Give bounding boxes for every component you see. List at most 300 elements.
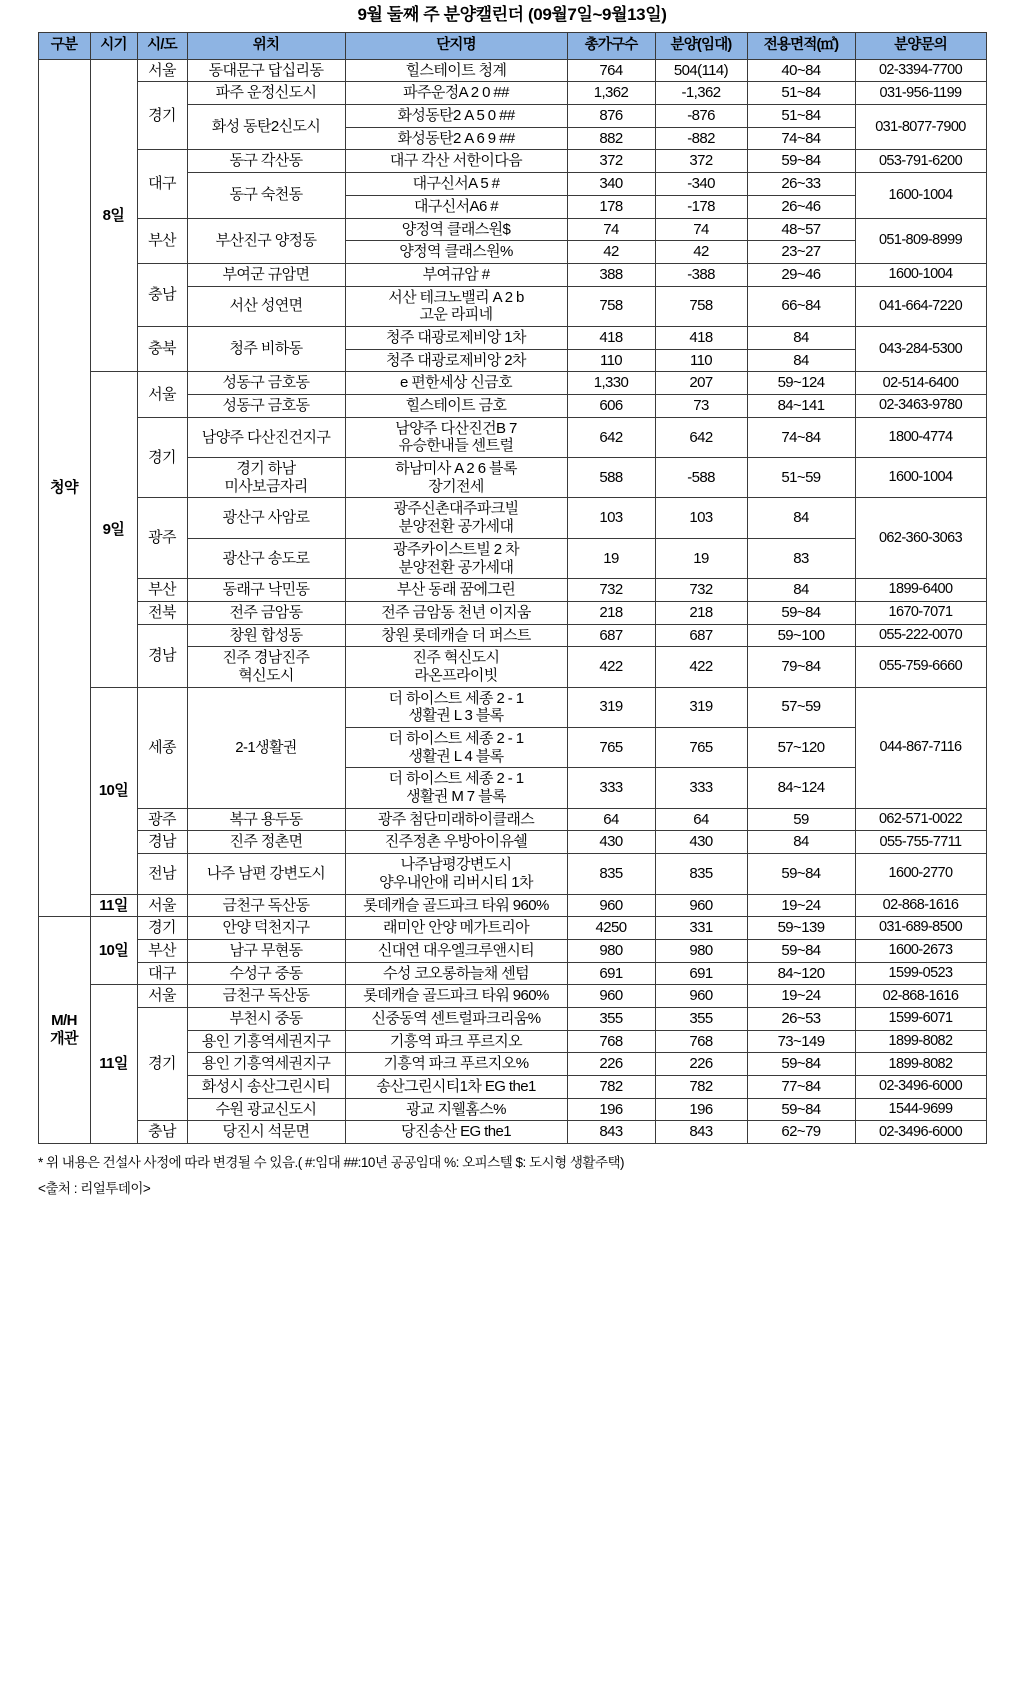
tel-cell: 1600-1004	[855, 173, 986, 218]
wichi-line-2: 미사보금자리	[224, 477, 308, 495]
bunyang-cell: 64	[655, 808, 747, 831]
wichi-cell: 복구 용두동	[187, 808, 345, 831]
total-cell: 355	[567, 1007, 655, 1030]
bunyang-cell: 331	[655, 917, 747, 940]
wichi-cell: 남양주 다산진건지구	[187, 417, 345, 457]
total-cell: 196	[567, 1098, 655, 1121]
area-cell: 66~84	[747, 286, 855, 326]
tel-cell: 1544-9699	[855, 1098, 986, 1121]
wichi-line-1: 진주 경남진주	[222, 649, 310, 667]
col-header-area: 전용면적(㎡)	[747, 32, 855, 59]
tel-cell: 1600-2770	[855, 854, 986, 894]
tel-cell: 031-956-1199	[855, 82, 986, 105]
total-cell: 882	[567, 127, 655, 150]
tel-cell: 1600-1004	[855, 458, 986, 498]
bunyang-cell: 687	[655, 624, 747, 647]
bunyang-cell: 758	[655, 286, 747, 326]
danji-cell: 기흥역 파크 푸르지오%	[345, 1053, 567, 1076]
tel-cell: 1899-8082	[855, 1053, 986, 1076]
footnote-source: <출처 : 리얼투데이>	[38, 1180, 151, 1196]
sido-cell: 서울	[137, 894, 187, 917]
danji-cell	[345, 687, 567, 727]
total-cell: 4250	[567, 917, 655, 940]
bunyang-cell: 843	[655, 1121, 747, 1144]
total-cell: 642	[567, 417, 655, 457]
col-header-total: 총가구수	[567, 32, 655, 59]
table-row	[38, 372, 986, 395]
area-cell: 19~24	[747, 894, 855, 917]
total-cell: 1,330	[567, 372, 655, 395]
area-cell: 84	[747, 579, 855, 602]
bunyang-cell: -882	[655, 127, 747, 150]
wichi-line-2: 혁신도시	[238, 666, 294, 684]
wichi-cell: 안양 덕천지구	[187, 917, 345, 940]
area-cell: 59~84	[747, 601, 855, 624]
sido-cell: 충남	[137, 1121, 187, 1144]
tel-cell: 031-689-8500	[855, 917, 986, 940]
danji-cell: 송산그린시티1차 EG the1	[345, 1076, 567, 1099]
sido-cell: 경기	[137, 417, 187, 498]
area-cell: 59~84	[747, 1098, 855, 1121]
total-cell: 422	[567, 647, 655, 687]
col-header-sigi: 시기	[90, 32, 137, 59]
danji-line-2: 분양전환 공가세대	[398, 558, 514, 576]
area-cell: 59~124	[747, 372, 855, 395]
tel-cell: 051-809-8999	[855, 218, 986, 263]
tel-cell: 1899-8082	[855, 1030, 986, 1053]
wichi-cell: 2-1생활권	[187, 687, 345, 808]
table-row	[38, 1121, 986, 1144]
wichi-cell	[187, 458, 345, 498]
area-cell: 84	[747, 349, 855, 372]
wichi-cell: 용인 기흥역세권지구	[187, 1053, 345, 1076]
wichi-cell: 당진시 석문면	[187, 1121, 345, 1144]
bunyang-cell: 226	[655, 1053, 747, 1076]
bunyang-cell: 430	[655, 831, 747, 854]
danji-cell: 화성동탄2 A 6 9 ##	[345, 127, 567, 150]
area-cell: 23~27	[747, 241, 855, 264]
area-cell: 84~141	[747, 395, 855, 418]
total-cell: 19	[567, 538, 655, 578]
wichi-cell: 동래구 낙민동	[187, 579, 345, 602]
tel-cell: 062-571-0022	[855, 808, 986, 831]
danji-cell: 부여규암 #	[345, 263, 567, 286]
tel-cell: 1599-0523	[855, 962, 986, 985]
table-row	[38, 150, 986, 173]
day-cell-9: 9일	[90, 372, 137, 687]
bunyang-cell: 960	[655, 894, 747, 917]
sido-cell: 경기	[137, 917, 187, 940]
col-header-tel: 분양문의	[855, 32, 986, 59]
table-row	[38, 917, 986, 940]
sido-cell: 부산	[137, 579, 187, 602]
wichi-cell: 동대문구 답십리동	[187, 59, 345, 82]
danji-cell	[345, 498, 567, 538]
table-row	[38, 808, 986, 831]
danji-line-1: 나주남평강변도시	[400, 856, 512, 874]
day-cell-11-mh: 11일	[90, 985, 137, 1144]
tel-cell: 1899-6400	[855, 579, 986, 602]
area-cell: 26~53	[747, 1007, 855, 1030]
table-row	[38, 218, 986, 241]
bunyang-cell: 980	[655, 939, 747, 962]
wichi-cell: 광산구 송도로	[187, 538, 345, 578]
wichi-cell: 남구 무현동	[187, 939, 345, 962]
wichi-cell: 파주 운정신도시	[187, 82, 345, 105]
total-cell: 418	[567, 326, 655, 349]
group-mh-line-2: 개관	[50, 1030, 78, 1048]
danji-cell: 롯데캐슬 골드파크 타워 960%	[345, 894, 567, 917]
danji-cell: 당진송산 EG the1	[345, 1121, 567, 1144]
danji-cell: 창원 롯데캐슬 더 퍼스트	[345, 624, 567, 647]
danji-line-2: 라온프라이빗	[414, 666, 498, 684]
danji-cell: 힐스테이트 금호	[345, 395, 567, 418]
danji-cell: 광주 첨단미래하이클래스	[345, 808, 567, 831]
danji-cell: 진주정촌 우방아이유쉘	[345, 831, 567, 854]
area-cell: 84	[747, 326, 855, 349]
danji-line-1: 진주 혁신도시	[412, 649, 500, 667]
table-header	[38, 32, 986, 59]
danji-cell: 래미안 안양 메가트리아	[345, 917, 567, 940]
table-row	[38, 82, 986, 105]
total-cell: 606	[567, 395, 655, 418]
wichi-cell: 금천구 독산동	[187, 985, 345, 1008]
area-cell: 40~84	[747, 59, 855, 82]
wichi-cell: 창원 합성동	[187, 624, 345, 647]
wichi-cell: 용인 기흥역세권지구	[187, 1030, 345, 1053]
bunyang-cell: 765	[655, 728, 747, 768]
total-cell: 782	[567, 1076, 655, 1099]
tel-cell: 055-222-0070	[855, 624, 986, 647]
table-row	[38, 1007, 986, 1030]
sido-cell: 전남	[137, 854, 187, 894]
total-cell: 768	[567, 1030, 655, 1053]
tel-cell: 055-759-6660	[855, 647, 986, 687]
area-cell: 73~149	[747, 1030, 855, 1053]
danji-line-1: 더 하이스트 세종 2 - 1	[388, 689, 524, 707]
bunyang-calendar-table	[38, 32, 987, 1144]
area-cell: 84	[747, 498, 855, 538]
danji-line-2: 생활권 M 7 블록	[406, 788, 506, 806]
group-mh-line-1: M/H	[51, 1012, 77, 1030]
danji-cell	[345, 458, 567, 498]
col-header-danji: 단지명	[345, 32, 567, 59]
col-header-sido: 시/도	[137, 32, 187, 59]
danji-cell	[345, 286, 567, 326]
bunyang-cell: -178	[655, 195, 747, 218]
area-cell: 84	[747, 831, 855, 854]
total-cell: 218	[567, 601, 655, 624]
footnotes	[38, 1150, 986, 1201]
bunyang-cell: 418	[655, 326, 747, 349]
bunyang-cell: 333	[655, 768, 747, 808]
wichi-cell: 동구 각산동	[187, 150, 345, 173]
area-cell: 48~57	[747, 218, 855, 241]
tel-cell: 02-514-6400	[855, 372, 986, 395]
sido-cell: 전북	[137, 601, 187, 624]
bunyang-cell: -340	[655, 173, 747, 196]
header-row	[38, 32, 986, 59]
table-row	[38, 498, 986, 538]
bunyang-cell: -1,362	[655, 82, 747, 105]
danji-cell	[345, 768, 567, 808]
day-cell-11: 11일	[90, 894, 137, 917]
sido-cell: 경기	[137, 1007, 187, 1120]
area-cell: 26~33	[747, 173, 855, 196]
bunyang-cell: 319	[655, 687, 747, 727]
danji-cell	[345, 417, 567, 457]
area-cell: 84~124	[747, 768, 855, 808]
bunyang-cell: 642	[655, 417, 747, 457]
area-cell: 84~120	[747, 962, 855, 985]
danji-line-2: 장기전세	[428, 477, 484, 495]
danji-cell	[345, 647, 567, 687]
danji-cell: 부산 동래 꿈에그린	[345, 579, 567, 602]
table-row	[38, 417, 986, 457]
total-cell: 388	[567, 263, 655, 286]
wichi-cell: 부산진구 양정동	[187, 218, 345, 263]
sido-cell: 서울	[137, 985, 187, 1008]
total-cell: 765	[567, 728, 655, 768]
total-cell: 835	[567, 854, 655, 894]
total-cell: 843	[567, 1121, 655, 1144]
area-cell: 74~84	[747, 127, 855, 150]
total-cell: 74	[567, 218, 655, 241]
danji-line-2: 분양전환 공가세대	[398, 518, 514, 536]
wichi-cell: 금천구 독산동	[187, 894, 345, 917]
table-row	[38, 962, 986, 985]
danji-cell: e 편한세상 신금호	[345, 372, 567, 395]
table-row	[38, 326, 986, 349]
danji-cell: 신대연 대우엘크루앤시티	[345, 939, 567, 962]
col-header-gubun: 구분	[38, 32, 90, 59]
tel-cell: 031-8077-7900	[855, 105, 986, 150]
danji-cell: 전주 금암동 천년 이지움	[345, 601, 567, 624]
bunyang-cell: -876	[655, 105, 747, 128]
footnote-disclaimer: * 위 내용은 건설사 사정에 따라 변경될 수 있음.( #:임대 ##:10년 공공임대 %: 오피스텔 $: 도시형 생활주택)	[38, 1155, 625, 1171]
bunyang-cell: -588	[655, 458, 747, 498]
danji-line-1: 광주신촌대주파크빌	[393, 500, 519, 518]
day-cell-10-mh: 10일	[90, 917, 137, 985]
tel-cell: 041-664-7220	[855, 286, 986, 326]
sido-cell: 세종	[137, 687, 187, 808]
danji-cell: 양정역 클래스원$	[345, 218, 567, 241]
tel-cell: 1800-4774	[855, 417, 986, 457]
danji-cell	[345, 728, 567, 768]
tel-cell: 053-791-6200	[855, 150, 986, 173]
area-cell: 59~84	[747, 854, 855, 894]
area-cell: 59~84	[747, 1053, 855, 1076]
total-cell: 764	[567, 59, 655, 82]
danji-cell: 대구 각산 서한이다음	[345, 150, 567, 173]
danji-line-1: 하남미사 A 2 6 블록	[395, 460, 517, 478]
sido-cell: 경남	[137, 624, 187, 687]
area-cell: 59~84	[747, 939, 855, 962]
table-row	[38, 985, 986, 1008]
total-cell: 372	[567, 150, 655, 173]
wichi-cell: 광산구 사암로	[187, 498, 345, 538]
wichi-cell: 전주 금암동	[187, 601, 345, 624]
table-row	[38, 894, 986, 917]
area-cell: 77~84	[747, 1076, 855, 1099]
wichi-cell: 성동구 금호동	[187, 372, 345, 395]
tel-cell: 02-3496-6000	[855, 1121, 986, 1144]
danji-cell: 청주 대광로제비앙 1차	[345, 326, 567, 349]
wichi-cell: 서산 성연면	[187, 286, 345, 326]
bunyang-cell: 372	[655, 150, 747, 173]
tel-cell: 062-360-3063	[855, 498, 986, 579]
bunyang-cell: 422	[655, 647, 747, 687]
danji-cell: 화성동탄2 A 5 0 ##	[345, 105, 567, 128]
bunyang-cell: 732	[655, 579, 747, 602]
area-cell: 74~84	[747, 417, 855, 457]
sido-cell: 서울	[137, 59, 187, 82]
danji-cell: 광교 지웰홈스%	[345, 1098, 567, 1121]
danji-line-2: 유승한내들 센트럴	[398, 437, 514, 455]
wichi-cell: 화성시 송산그린시티	[187, 1076, 345, 1099]
danji-line-1: 광주카이스트빌 2 차	[393, 540, 519, 558]
sido-cell: 서울	[137, 372, 187, 417]
total-cell: 103	[567, 498, 655, 538]
wichi-cell: 청주 비하동	[187, 326, 345, 371]
total-cell: 960	[567, 985, 655, 1008]
tel-cell: 02-3496-6000	[855, 1076, 986, 1099]
total-cell: 691	[567, 962, 655, 985]
bunyang-cell: 960	[655, 985, 747, 1008]
total-cell: 340	[567, 173, 655, 196]
area-cell: 51~84	[747, 82, 855, 105]
page-title: 9월 둘째 주 분양캘린더 (09월7일~9월13일)	[357, 5, 667, 24]
total-cell: 687	[567, 624, 655, 647]
bunyang-cell: -388	[655, 263, 747, 286]
bunyang-cell: 218	[655, 601, 747, 624]
wichi-line-1: 경기 하남	[236, 460, 296, 478]
tel-cell: 02-3463-9780	[855, 395, 986, 418]
area-cell: 62~79	[747, 1121, 855, 1144]
wichi-cell: 부여군 규암면	[187, 263, 345, 286]
tel-cell: 043-284-5300	[855, 326, 986, 371]
area-cell: 19~24	[747, 985, 855, 1008]
area-cell: 57~120	[747, 728, 855, 768]
danji-line-2: 생활권 L 3 블록	[408, 707, 504, 725]
area-cell: 51~84	[747, 105, 855, 128]
danji-cell	[345, 538, 567, 578]
wichi-cell	[187, 647, 345, 687]
tel-cell: 1600-1004	[855, 263, 986, 286]
area-cell: 59~84	[747, 150, 855, 173]
wichi-cell: 성동구 금호동	[187, 395, 345, 418]
danji-cell: 수성 코오롱하늘채 센텀	[345, 962, 567, 985]
danji-line-1: 서산 테크노밸리 A 2 b	[388, 288, 524, 306]
table-row	[38, 854, 986, 894]
danji-line-2: 생활권 L 4 블록	[408, 747, 504, 765]
total-cell: 430	[567, 831, 655, 854]
wichi-cell: 부천시 중동	[187, 1007, 345, 1030]
bunyang-cell: 768	[655, 1030, 747, 1053]
table-row	[38, 59, 986, 82]
danji-line-1: 남양주 다산진건B 7	[395, 419, 517, 437]
area-cell: 57~59	[747, 687, 855, 727]
table-row	[38, 624, 986, 647]
danji-cell: 신중동역 센트럴파크리움%	[345, 1007, 567, 1030]
sido-cell: 광주	[137, 498, 187, 579]
wichi-cell: 수성구 중동	[187, 962, 345, 985]
group-cell-cheongyak: 청약	[38, 59, 90, 917]
table-body	[38, 59, 986, 1143]
wichi-cell: 나주 남편 강변도시	[187, 854, 345, 894]
area-cell: 29~46	[747, 263, 855, 286]
danji-cell: 청주 대광로제비앙 2차	[345, 349, 567, 372]
area-cell: 26~46	[747, 195, 855, 218]
tel-cell: 02-868-1616	[855, 894, 986, 917]
bunyang-cell: 42	[655, 241, 747, 264]
danji-cell: 기흥역 파크 푸르지오	[345, 1030, 567, 1053]
danji-line-1: 더 하이스트 세종 2 - 1	[388, 770, 524, 788]
area-cell: 51~59	[747, 458, 855, 498]
tel-cell: 055-755-7711	[855, 831, 986, 854]
bunyang-cell: 355	[655, 1007, 747, 1030]
area-cell: 59	[747, 808, 855, 831]
table-row	[38, 579, 986, 602]
total-cell: 64	[567, 808, 655, 831]
total-cell: 333	[567, 768, 655, 808]
table-row	[38, 263, 986, 286]
bunyang-cell: 782	[655, 1076, 747, 1099]
total-cell: 110	[567, 349, 655, 372]
bunyang-cell: 504(114)	[655, 59, 747, 82]
danji-cell: 대구신서A6 #	[345, 195, 567, 218]
bunyang-cell: 19	[655, 538, 747, 578]
tel-cell: 02-3394-7700	[855, 59, 986, 82]
danji-line-2: 고운 라피네	[419, 306, 493, 324]
total-cell: 178	[567, 195, 655, 218]
total-cell: 980	[567, 939, 655, 962]
table-row	[38, 831, 986, 854]
wichi-cell: 동구 숙천동	[187, 173, 345, 218]
bunyang-cell: 74	[655, 218, 747, 241]
bunyang-cell: 103	[655, 498, 747, 538]
sido-cell: 부산	[137, 939, 187, 962]
danji-cell	[345, 854, 567, 894]
table-row	[38, 687, 986, 727]
sido-cell: 충남	[137, 263, 187, 326]
tel-cell: 1600-2673	[855, 939, 986, 962]
wichi-cell: 수원 광교신도시	[187, 1098, 345, 1121]
tel-cell: 1670-7071	[855, 601, 986, 624]
total-cell: 1,362	[567, 82, 655, 105]
sido-cell: 충북	[137, 326, 187, 371]
sido-cell: 부산	[137, 218, 187, 263]
bunyang-cell: 835	[655, 854, 747, 894]
table-row	[38, 939, 986, 962]
sido-cell: 대구	[137, 150, 187, 218]
tel-cell: 1599-6071	[855, 1007, 986, 1030]
col-header-bunyang: 분양(임대)	[655, 32, 747, 59]
bunyang-cell: 196	[655, 1098, 747, 1121]
danji-cell: 양정역 클래스원%	[345, 241, 567, 264]
area-cell: 59~139	[747, 917, 855, 940]
bunyang-cell: 110	[655, 349, 747, 372]
wichi-cell: 화성 동탄2신도시	[187, 105, 345, 150]
day-cell-8: 8일	[90, 59, 137, 372]
area-cell: 59~100	[747, 624, 855, 647]
total-cell: 732	[567, 579, 655, 602]
bunyang-cell: 73	[655, 395, 747, 418]
total-cell: 876	[567, 105, 655, 128]
wichi-cell: 진주 정촌면	[187, 831, 345, 854]
area-cell: 79~84	[747, 647, 855, 687]
tel-cell: 02-868-1616	[855, 985, 986, 1008]
